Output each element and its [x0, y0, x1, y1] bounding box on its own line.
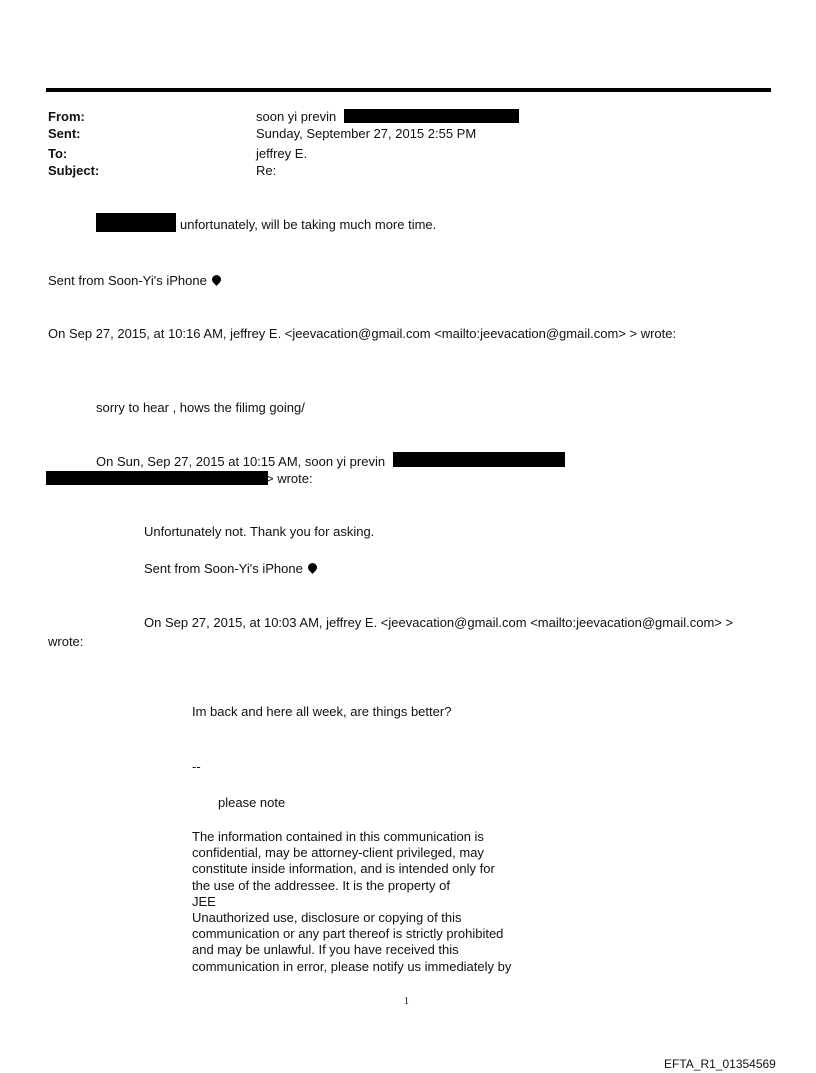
- quote-header: On Sun, Sep 27, 2015 at 10:15 AM, soon yi previn: [96, 454, 386, 469]
- quote-header-end: wrote:: [48, 634, 84, 649]
- disclaimer-line: communication in error, please notify us immediately by: [192, 958, 512, 974]
- to-label: To:: [48, 146, 68, 161]
- disclaimer-line: the use of the addressee. It is the property of: [192, 877, 450, 893]
- quote-header-end: > wrote:: [266, 471, 313, 486]
- disclaimer-block: [192, 829, 511, 975]
- quote-header: On Sep 27, 2015, at 10:03 AM, jeffrey E. <jeevacation@gmail.com <mailto:jeevacation@gmail.com> >: [144, 615, 734, 630]
- document-id: EFTA_R1_01354569: [664, 1057, 776, 1071]
- quote-header: On Sep 27, 2015, at 10:16 AM, jeffrey E. <jeevacation@gmail.com <mailto:jeevacation@gmail.com> > wrote:: [48, 326, 677, 341]
- from-label: From:: [48, 109, 85, 124]
- signature-text: Sent from Soon-Yi's iPhone: [48, 273, 207, 288]
- map-pin-icon: [306, 561, 319, 574]
- sent-value: Sunday, September 27, 2015 2:55 PM: [256, 126, 477, 141]
- redaction-bar: [46, 471, 268, 485]
- redaction-bar: [344, 109, 519, 123]
- subject-value: Re:: [256, 163, 277, 178]
- reply-line: Unfortunately not. Thank you for asking.: [144, 524, 375, 539]
- disclaimer-line: JEE: [192, 893, 216, 909]
- page-number: 1: [404, 996, 409, 1007]
- reply-line: sorry to hear , hows the filimg going/: [96, 400, 305, 415]
- disclaimer-line: The information contained in this communication is: [192, 829, 484, 844]
- to-value: jeffrey E.: [256, 146, 308, 161]
- signature-line: [144, 561, 317, 577]
- sent-label: Sent:: [48, 126, 81, 141]
- subject-label: Subject:: [48, 163, 100, 178]
- from-value: soon yi previn: [256, 109, 337, 124]
- signature-separator: --: [192, 759, 201, 774]
- redaction-bar: [393, 452, 565, 467]
- map-pin-icon: [210, 273, 223, 286]
- message-line: unfortunately, will be taking much more time.: [180, 217, 437, 232]
- disclaimer-line: communication or any part thereof is strictly prohibited: [192, 926, 504, 942]
- signature-line: [48, 273, 221, 289]
- please-note: please note: [218, 795, 286, 810]
- disclaimer-line: constitute inside information, and is intended only for: [192, 861, 495, 877]
- disclaimer-line: and may be unlawful. If you have received this: [192, 942, 459, 958]
- header-divider: [46, 88, 771, 92]
- reply-line: Im back and here all week, are things better?: [192, 704, 452, 719]
- redaction-bar: [96, 213, 176, 232]
- disclaimer-line: confidential, may be attorney-client privileged, may: [192, 845, 484, 861]
- disclaimer-line: Unauthorized use, disclosure or copying of this: [192, 910, 462, 926]
- signature-text: Sent from Soon-Yi's iPhone: [144, 561, 303, 576]
